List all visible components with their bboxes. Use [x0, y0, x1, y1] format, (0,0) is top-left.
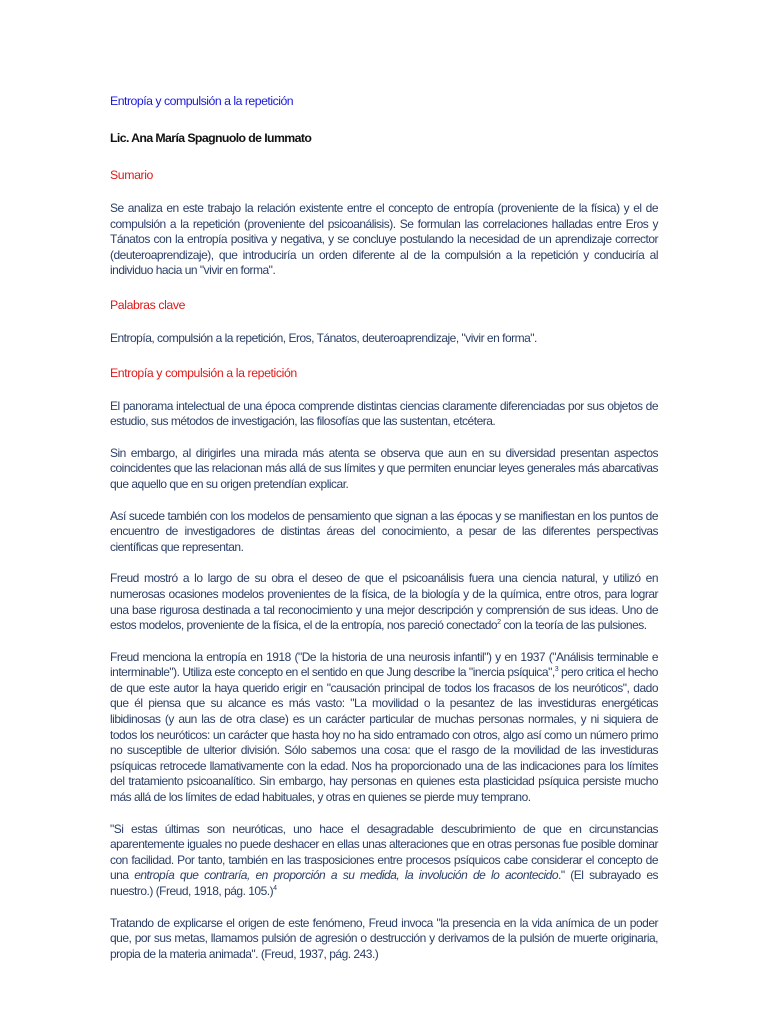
emphasized-quote: entropía que contraría, en proporción a su medida, la involución de lo acontecido — [134, 868, 559, 883]
sumario-heading: Sumario — [110, 168, 153, 182]
keywords-heading: Palabras clave — [110, 297, 186, 312]
body-paragraph-1: El panorama intelectual de una época comprende distintas ciencias claramente diferenciadas por sus objetos de estudio, sus métodos de investigación, las filosofías que las sustentan, etcétera. — [110, 398, 658, 429]
body-paragraph-5-tail: pero critica el hecho de que este autor la haya querido erigir en "causación principal de todos los fracasos de los neuróticos", dado que él piensa que su alcance es más vasto: "La movilidad o la pesantez de las investiduras energéticas libidinosas (y aun las de otra clase) es un carácter particular de muchas personas normales, y ni siquiera de todos los neuróticos: un carácter que hasta hoy no ha sido entramado con otros, algo así como un número primo no susceptible de ulterior división. Sólo sabemos una cosa: que el rasgo de la movilidad de las investiduras psíquicas retrocede llamativamente con la edad. Nos ha proporcionado una de las indicaciones para los límites del tratamiento psicoanalítico. Sin embargo, hay personas en quienes esta plasticidad psíquica persiste mucho más allá de los límites de edad habituales, y otras en quienes se pierde muy temprano. — [110, 665, 658, 805]
footnote-ref-3: 3 — [554, 666, 559, 674]
body-paragraph-5 — [110, 650, 658, 806]
document-title: Entropía y compulsión a la repetición — [110, 94, 294, 108]
body-paragraph-4-text: Freud mostró a lo largo de su obra el deseo de que el psicoanálisis fuera una ciencia natural, y utilizó en numerosas ocasiones modelos provenientes de la física, de la biología y de la química, entre otros, para lograr una base rigurosa destinada a tal reconocimiento y una mejor descripción y comprensión de sus ideas. Uno de estos modelos, proveniente de la física, el de la entropía, nos pareció conectado — [110, 571, 658, 633]
body-paragraph-4-tail: con la teoría de las pulsiones. — [500, 618, 647, 633]
author-name: Lic. Ana María Spagnuolo de Iummato — [110, 131, 312, 145]
sumario-paragraph: Se analiza en este trabajo la relación existente entre el concepto de entropía (proveniente de la física) y el de compulsión a la repetición (proveniente del psicoanálisis). Se formulan las correlaciones halladas entre Eros y Tánatos con la entropía positiva y negativa, y se concluye postulando la necesidad de un aprendizaje corrector (deuteroaprendizaje), que introduciría un orden diferente al de la compulsión a la repetición y conduciría al individuo hacia un "vivir en forma". — [110, 201, 658, 278]
keywords-paragraph: Entropía, compulsión a la repetición, Eros, Tánatos, deuteroaprendizaje, "vivir en forma". — [110, 330, 537, 345]
body-paragraph-2: Sin embargo, al dirigirles una mirada más atenta se observa que aun en su diversidad presentan aspectos coincidentes que las relacionan más allá de sus límites y que permiten enunciar leyes generales más abarcativas que aquello que en su origen pretendían explicar. — [110, 445, 658, 491]
footnote-ref-4: 4 — [273, 885, 277, 892]
body-paragraph-3: Así sucede también con los modelos de pensamiento que signan a las épocas y se manifiestan en los puntos de encuentro de investigadores de distintas áreas del conocimiento, a pesar de las diferentes perspectivas científicas que representan. — [110, 508, 658, 554]
section-heading: Entropía y compulsión a la repetición — [110, 365, 297, 380]
body-paragraph-4 — [110, 571, 658, 633]
body-paragraph-6-tail: ." (El subrayado es nuestro.) (Freud, 1918, pág. 105.) — [110, 868, 658, 898]
body-paragraph-6 — [110, 822, 658, 900]
footnote-ref-2: 2 — [497, 619, 501, 627]
body-paragraph-7: Tratando de explicarse el origen de este fenómeno, Freud invoca "la presencia en la vida anímica de un poder que, por sus metas, llamamos pulsión de agresión o destrucción y derivamos de la pulsión de muerte originaria, propia de la materia animada". (Freud, 1937, pág. 243.) — [110, 915, 658, 961]
body-paragraph-6-text: "Si estas últimas son neuróticas, uno hace el desagradable descubrimiento de que en circunstancias aparentemente iguales no puede deshacer en ellas unas alteraciones que en otras personas fue posible dominar con facilidad. Por tanto, también en las trasposiciones entre procesos psíquicos cabe considerar el concepto de una — [110, 821, 658, 883]
body-paragraph-5-text: Freud menciona la entropía en 1918 ("De la historia de una neurosis infantil") y en 1937 ("Análisis terminable e interminable"). Utiliza este concepto en el sentido en que Jung describe la "inercia psíquica", — [110, 649, 658, 680]
